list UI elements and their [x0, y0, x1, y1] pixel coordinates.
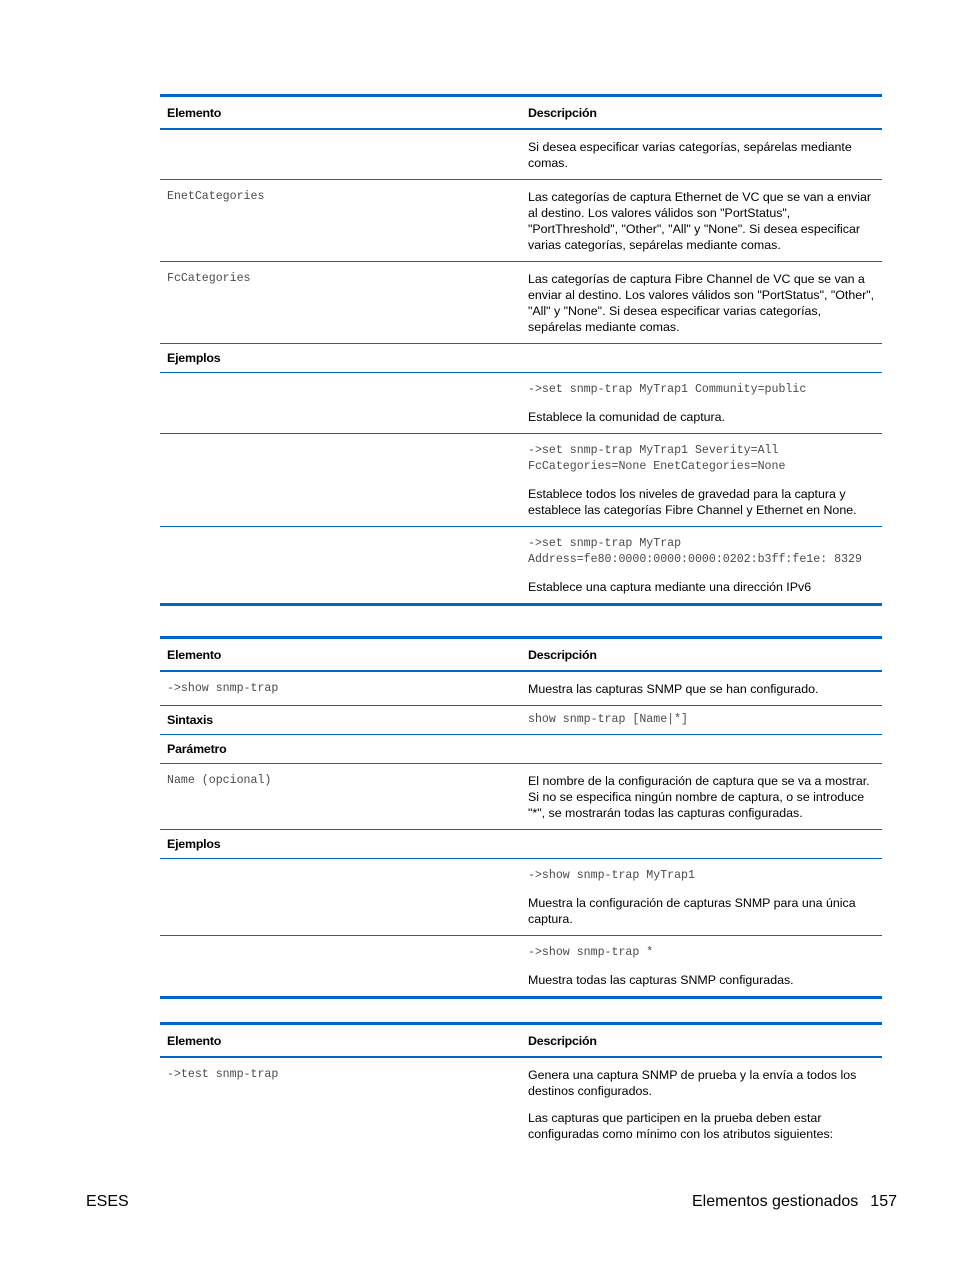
command-cell: ->test snmp-trap [167, 1068, 279, 1081]
example-code: ->show snmp-trap * [528, 946, 654, 959]
command-row [160, 672, 882, 706]
description-cell: Las categorías de captura Ethernet de VC que se van a enviar al destino. Los valores válidos son "PortStatus", "PortThreshold", "Other", "All" y "None". Si desea especificar varias categorías, sepárelas mediante comas. [528, 190, 872, 252]
header-elemento: Elemento [167, 106, 222, 120]
table-row [160, 180, 882, 262]
parameter-label: Parámetro [167, 742, 227, 756]
command-cell: ->show snmp-trap [167, 682, 279, 695]
example-description: Muestra todas las capturas SNMP configuradas. [528, 973, 794, 987]
description-cell: Si desea especificar varias categorías, sepárelas mediante comas. [528, 140, 852, 170]
command-row [160, 1058, 882, 1150]
header-descripcion: Descripción [528, 648, 597, 662]
syntax-row [160, 706, 882, 735]
examples-label: Ejemplos [167, 837, 221, 851]
example-code: ->set snmp-trap MyTrap1 Community=public [528, 383, 807, 396]
header-descripcion: Descripción [528, 1034, 597, 1048]
syntax-label: Sintaxis [167, 713, 213, 727]
description-cell: Muestra las capturas SNMP que se han configurado. [528, 682, 819, 696]
example-description: Establece una captura mediante una dirección IPv6 [528, 580, 812, 594]
example-row [160, 527, 882, 603]
example-description: Establece la comunidad de captura. [528, 410, 725, 424]
header-elemento: Elemento [167, 648, 222, 662]
examples-label: Ejemplos [167, 351, 221, 365]
example-row [160, 936, 882, 996]
example-description: Muestra la configuración de capturas SNMP para una única captura. [528, 896, 856, 926]
table-set-snmp-trap [160, 94, 882, 606]
element-cell: FcCategories [167, 272, 251, 285]
table-bottom-rule [160, 996, 882, 999]
parameter-section-row [160, 735, 882, 764]
footer-section-title: Elementos gestionados [691, 1193, 859, 1210]
table-test-snmp-trap [160, 1022, 882, 1150]
header-descripcion: Descripción [528, 106, 597, 120]
syntax-value: show snmp-trap [Name|*] [528, 713, 689, 726]
example-description: Establece todos los niveles de gravedad para la captura y establece las categorías Fibre Channel y Ethernet en None. [528, 487, 857, 517]
example-code: ->show snmp-trap MyTrap1 [528, 869, 695, 882]
element-cell [160, 130, 521, 179]
page-number: 157 [870, 1193, 897, 1210]
example-row [160, 434, 882, 527]
parameter-description: El nombre de la configuración de captura que se va a mostrar. Si no se especifica ningún nombre de captura, o se introduce "*", se mostrarán todas las capturas configuradas. [528, 774, 870, 820]
description-cell: Genera una captura SNMP de prueba y la envía a todos los destinos configurados. Las capturas que participen en la prueba deben estar configuradas como mínimo con los atributos siguientes: [528, 1068, 857, 1141]
example-row [160, 373, 882, 434]
table-show-snmp-trap [160, 636, 882, 999]
examples-section-row [160, 830, 882, 859]
table-header [160, 1025, 882, 1058]
parameter-row [160, 764, 882, 830]
footer-locale: ESES [86, 1193, 129, 1210]
example-code: ->set snmp-trap MyTrap1 Severity=All FcCategories=None EnetCategories=None [528, 444, 786, 473]
table-header [160, 639, 882, 672]
table-row [160, 130, 882, 180]
element-cell: EnetCategories [167, 190, 265, 203]
table-header [160, 97, 882, 130]
example-row [160, 859, 882, 936]
parameter-name: Name (opcional) [167, 774, 272, 787]
examples-section-row [160, 344, 882, 373]
footer-section [692, 1192, 897, 1212]
table-bottom-rule [160, 603, 882, 606]
example-code: ->set snmp-trap MyTrap Address=fe80:0000:0000:0000:0202:b3ff:fe1e: 8329 [528, 537, 862, 566]
table-row [160, 262, 882, 344]
header-elemento: Elemento [167, 1034, 222, 1048]
description-cell: Las categorías de captura Fibre Channel de VC que se van a enviar al destino. Los valores válidos son "PortStatus", "Other", "All" y "None". Si desea especificar varias categorías, sepárelas mediante comas. [528, 272, 875, 334]
